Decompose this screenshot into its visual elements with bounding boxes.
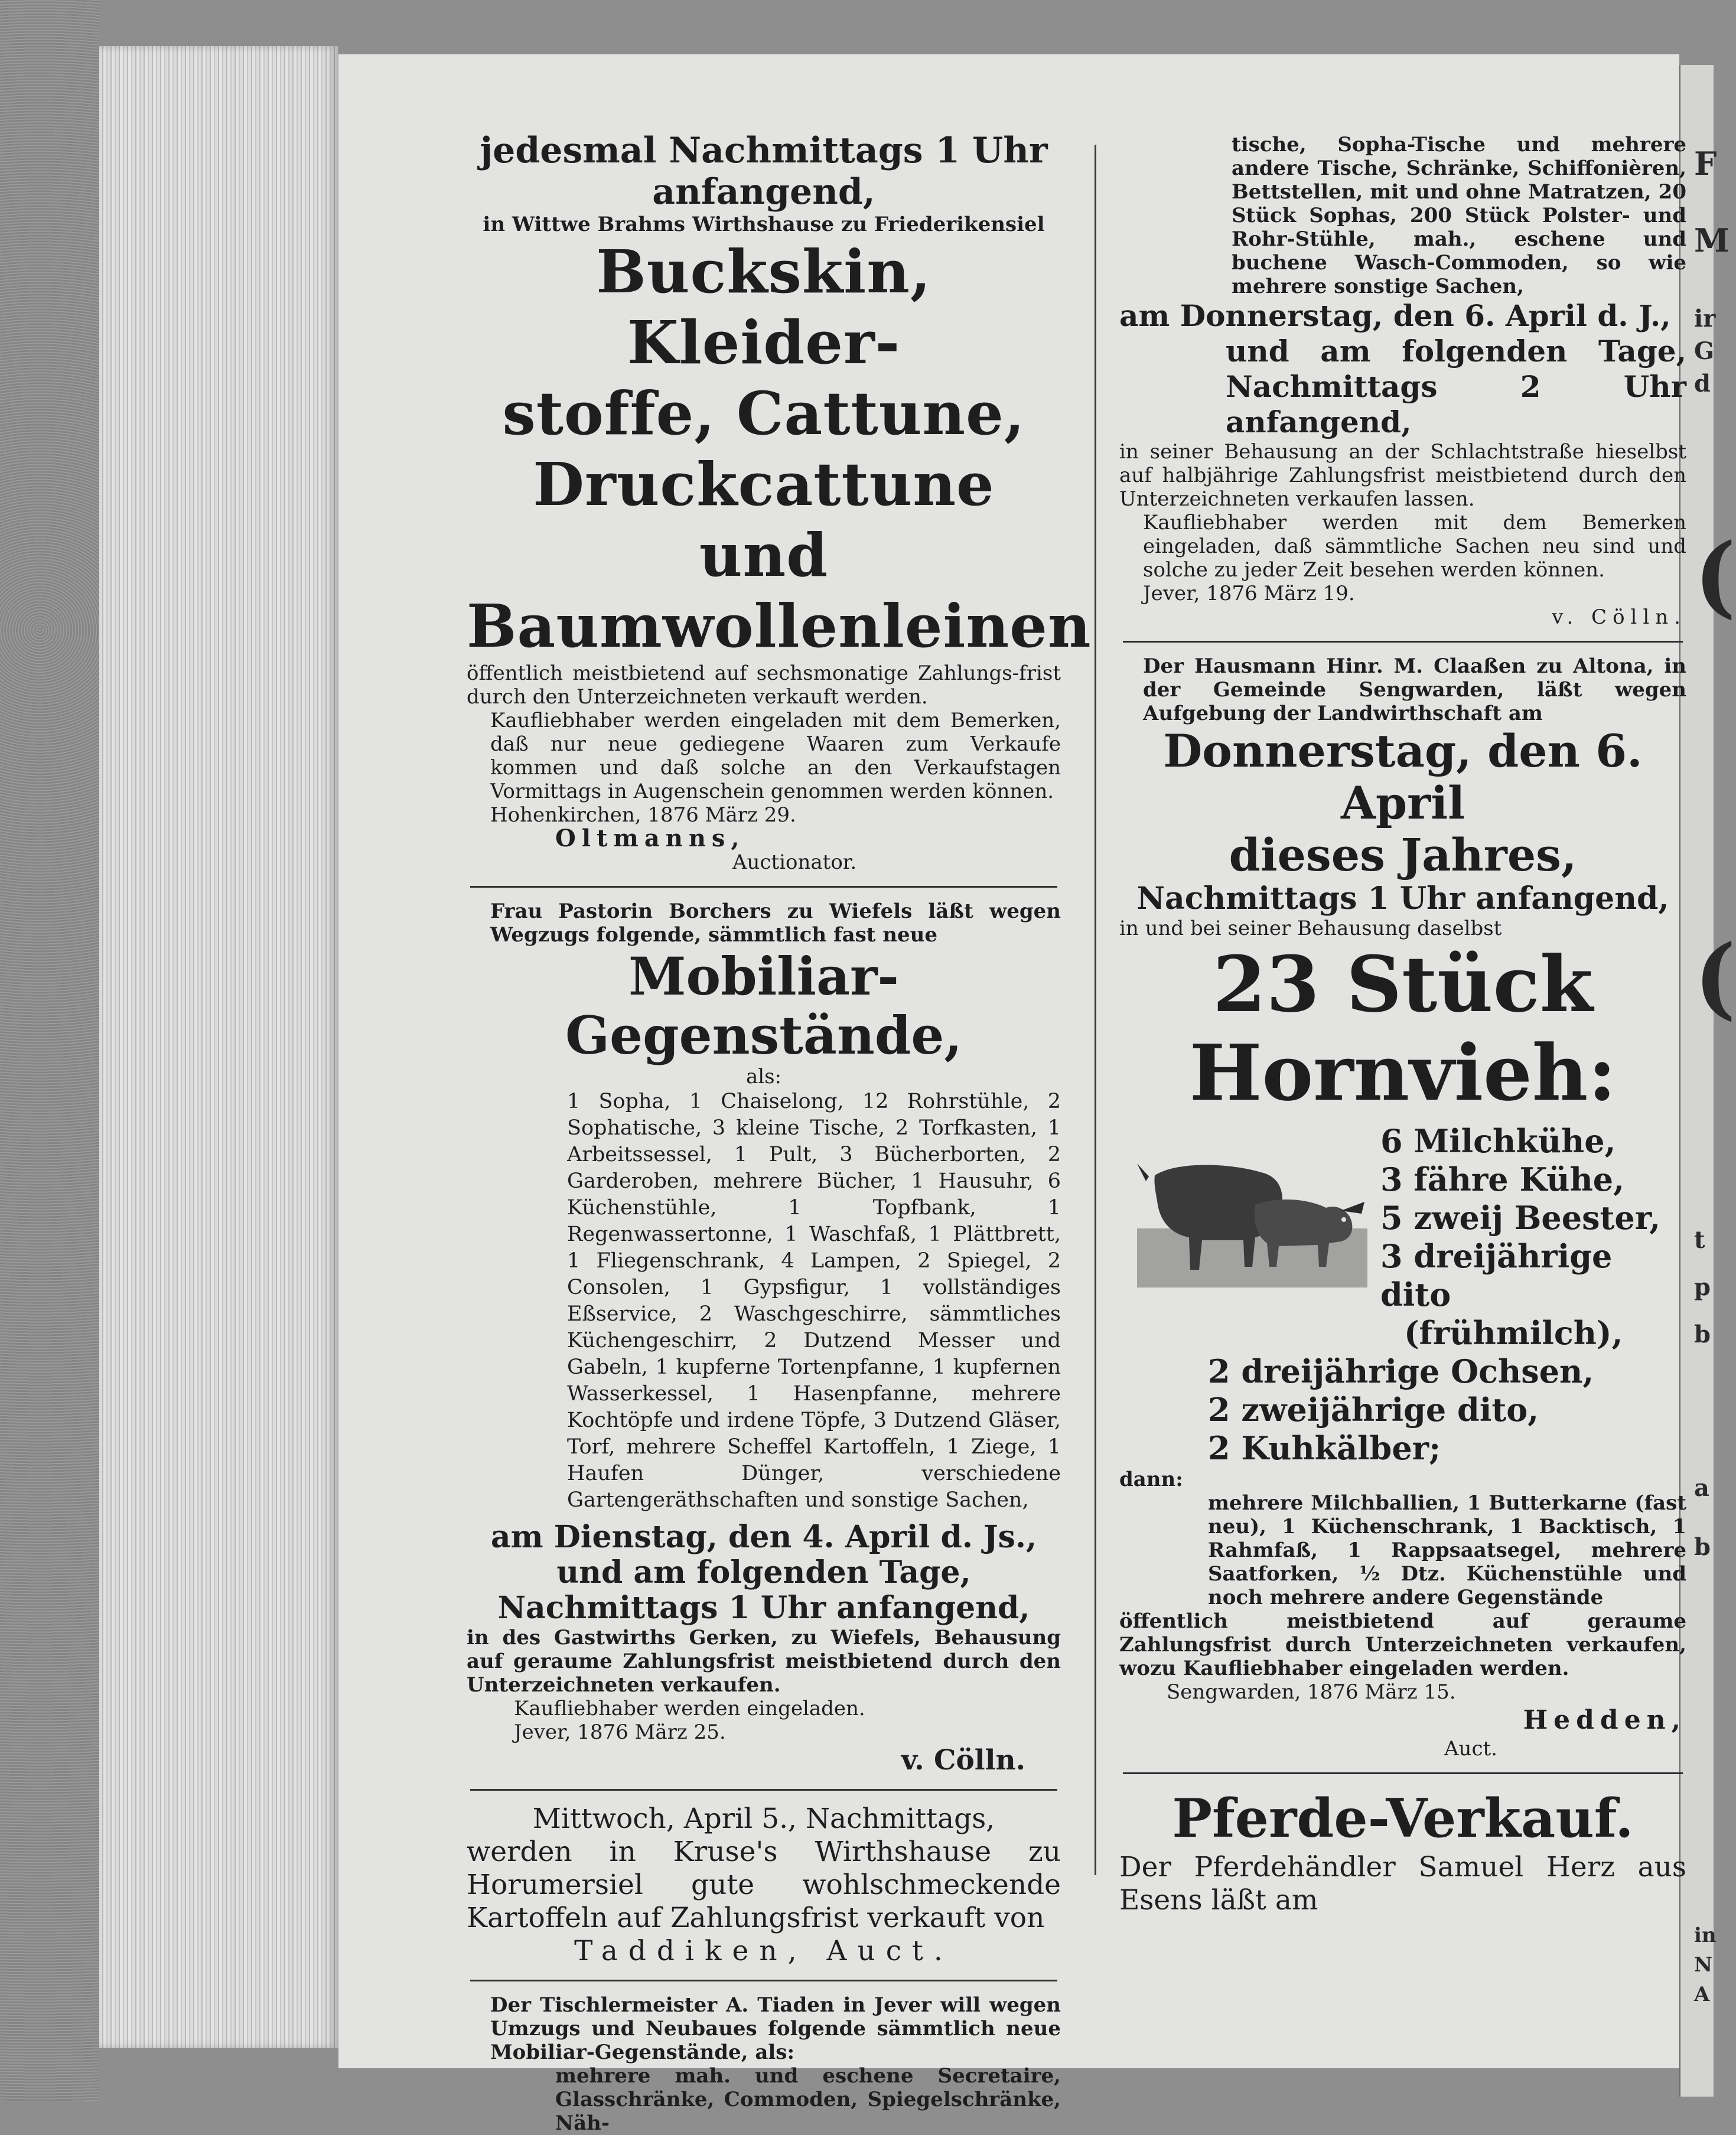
ad-mobiliar-borchers bbox=[467, 899, 1061, 1777]
cattle-item: 2 dreijährige Ochsen, bbox=[1208, 1352, 1594, 1390]
ad-signature: Taddiken, Auct. bbox=[574, 1935, 953, 1967]
ad-when: dieses Jahres, bbox=[1229, 829, 1577, 881]
ad-hornvieh bbox=[1119, 654, 1686, 1761]
ad-body: öffentlich meistbietend auf geraume Zahlungsfrist durch Unterzeichneten verkaufen, wozu Kaufliebhaber eingeladen werden. bbox=[1119, 1609, 1686, 1680]
ad-when: Nachmittags 1 Uhr anfangend, bbox=[1136, 881, 1669, 917]
left-column bbox=[467, 130, 1092, 2135]
ad-separator bbox=[470, 1980, 1057, 1981]
ad-items: 1 Sopha, 1 Chaiselong, 12 Rohrstühle, 2 Sophatische, 3 kleine Tische, 2 Torfkasten, 1 Arbeitssessel, 1 Pult, 3 Bücherborten, 2 Garderoben, mehrere Bücher, 1 Hausuhr, 6 Küchenstühle, 1 Topfbank, 1 Regenwassertonne, 1 Waschfaß, 1 Plättbrett, 1 Fliegenschrank, 4 Lampen, 2 Spiegel, 2 Consolen, 1 Gypsfigur, 1 vollständiges Eßservice, 2 Waschgeschirre, sämmtliches Küchengeschirr, 2 Dutzend Messer und Gabeln, 1 kupferne Tortenpfanne, 1 kupfernen Wasserkessel, 1 Hasenpfanne, mehrere Kochtöpfe und irdene Töpfe, 3 Dutzend Gläser, Torf, mehrere Scheffel Kartoffeln, 1 Ziege, 1 Haufen Dünger, verschiedene Gartengeräthschaften und sonstige Sachen, bbox=[567, 1090, 1061, 1512]
ad-separator bbox=[470, 1789, 1057, 1791]
ad-intro: Frau Pastorin Borchers zu Wiefels läßt wegen Wegzugs folgende, sämmtlich fast neue bbox=[490, 899, 1061, 947]
ad-title: Hornvieh: bbox=[1189, 1028, 1617, 1118]
ad-invite: Kaufliebhaber werden eingeladen. bbox=[514, 1697, 865, 1720]
ad-separator bbox=[1123, 641, 1683, 643]
ad-mobiliar-tiaden bbox=[467, 1993, 1061, 2135]
ad-items: mehrere Milchballien, 1 Butterkarne (fast neu), 1 Küchenschrank, 1 Backtisch, 1 Rahmfaß, 1 Rappsaatsegel, mehrere Saatforken, ½ Dtz. Küchenstühle und noch mehrere andere Gegenstände bbox=[1208, 1491, 1686, 1609]
ad-title: Baumwollenleinen bbox=[467, 591, 1092, 661]
ad-body: Der Pferdehändler Samuel Herz aus Esens läßt am bbox=[1119, 1851, 1686, 1916]
facing-fragment: F bbox=[1694, 145, 1717, 182]
ad-body: Kaufliebhaber werden mit dem Bemerken eingeladen, daß sämmtliche Sachen neu sind und solche zu jeder Zeit besehen werden können. bbox=[1143, 511, 1686, 582]
facing-fragment: d bbox=[1694, 370, 1711, 397]
ad-title: stoffe, Cattune, bbox=[502, 379, 1025, 448]
ad-where: in des Gastwirths Gerken, zu Wiefels, Behausung auf geraume Zahlungsfrist meistbietend durch den Unterzeichneten verkaufen. bbox=[467, 1626, 1061, 1697]
ad-als: als: bbox=[745, 1065, 782, 1088]
facing-fragment: b bbox=[1694, 1533, 1711, 1561]
ad-place: in Wittwe Brahms Wirthshause zu Friederikensiel bbox=[483, 213, 1045, 236]
facing-fragment: ir bbox=[1694, 305, 1716, 333]
cattle-item: 3 dreijährige dito bbox=[1380, 1237, 1613, 1313]
ad-pferde bbox=[1119, 1786, 1686, 1917]
cattle-list-continued bbox=[1119, 1352, 1686, 1468]
ad-date: Sengwarden, 1876 März 15. bbox=[1167, 1680, 1456, 1704]
ad-when: und am folgenden Tage, Nachmittags 2 Uhr anfangend, bbox=[1226, 334, 1686, 439]
ad-date: Hohenkirchen, 1876 März 29. bbox=[490, 803, 796, 827]
ad-items: tische, Sopha-Tische und mehrere andere Tische, Schränke, Schiffonièren, Bettstellen, mit und ohne Matratzen, 20 Stück Sophas, 200 Stück Polster- und Rohr-Stühle, mah., eschene und buchene Wasch-Commoden, so wie mehrere sonstige Sachen, bbox=[1232, 133, 1686, 298]
cattle-section bbox=[1119, 1122, 1686, 1352]
facing-fragment: N bbox=[1694, 1953, 1713, 1977]
ad-signature-role: Auctionator. bbox=[732, 850, 857, 874]
ad-signature-role: Auct. bbox=[1444, 1737, 1497, 1761]
cattle-list bbox=[1373, 1122, 1686, 1352]
ad-signature: Oltmanns, bbox=[555, 824, 745, 852]
ad-title: Pferde-Verkauf. bbox=[1172, 1787, 1634, 1850]
ad-when: Donnerstag, den 6. April bbox=[1163, 725, 1643, 829]
ad-title: Mobiliar-Gegenstände, bbox=[565, 946, 962, 1066]
facing-fragment: ( bbox=[1694, 524, 1736, 628]
ad-dann: dann: bbox=[1119, 1468, 1183, 1491]
ad-body: werden in Kruse's Wirthshause zu Horumersiel gute wohlschmeckende Kartoffeln auf Zahlungsfrist verkauft von bbox=[467, 1836, 1061, 1934]
facing-fragment: t bbox=[1694, 1226, 1705, 1254]
cattle-woodcut-image bbox=[1131, 1140, 1373, 1299]
cattle-item: 5 zweij Beester, bbox=[1380, 1199, 1661, 1237]
ad-signature: v. Cölln. bbox=[901, 1744, 1025, 1777]
ad-body: Kaufliebhaber werden eingeladen mit dem Bemerken, daß nur neue gediegene Waaren zum Verkaufe kommen und daß solche an den Verkaufstagen Vormittags in Augenschein genommen werden können. bbox=[490, 709, 1061, 803]
ad-when: am Donnerstag, den 6. April d. J., bbox=[1119, 298, 1671, 333]
ad-items: mehrere mah. und eschene Secretaire, Glasschränke, Commoden, Spiegelschränke, Näh- bbox=[555, 2064, 1061, 2135]
facing-fragment: M bbox=[1694, 221, 1730, 259]
column-divider bbox=[1095, 145, 1096, 1875]
right-column bbox=[1119, 133, 1686, 1917]
page-edge-left bbox=[0, 0, 99, 2101]
ad-signature: Hedden, bbox=[1523, 1705, 1686, 1735]
ad-where: in und bei seiner Behausung daselbst bbox=[1119, 917, 1502, 940]
facing-fragment: b bbox=[1694, 1321, 1711, 1348]
cattle-item: 2 Kuhkälber; bbox=[1208, 1429, 1441, 1467]
facing-fragment: ( bbox=[1694, 925, 1736, 1029]
book-page-stack bbox=[99, 46, 338, 2048]
cattle-item: 2 zweijährige dito, bbox=[1208, 1391, 1539, 1429]
ad-separator bbox=[470, 886, 1057, 888]
facing-fragment: in bbox=[1694, 1924, 1717, 1947]
ad-when: und am folgenden Tage, bbox=[556, 1554, 971, 1590]
ad-when: Nachmittags 1 Uhr anfangend, bbox=[497, 1590, 1030, 1626]
ad-heading: anfangend, bbox=[652, 171, 875, 213]
ad-signature: v. Cölln. bbox=[1552, 605, 1686, 629]
ad-kartoffeln bbox=[467, 1802, 1061, 1968]
ad-mobiliar-cont bbox=[1119, 133, 1686, 629]
ad-title: Buckskin, Kleider- bbox=[596, 237, 931, 377]
ad-intro: Der Hausmann Hinr. M. Claaßen zu Altona, in der Gemeinde Sengwarden, läßt wegen Aufgebung der Landwirthschaft am bbox=[1143, 654, 1686, 725]
ad-heading: Mittwoch, April 5., Nachmittags, bbox=[532, 1802, 995, 1835]
cattle-item: 6 Milchkühe, bbox=[1380, 1122, 1616, 1160]
ad-body: öffentlich meistbietend auf sechsmonatige Zahlungs-frist durch den Unterzeichneten verkauft werden. bbox=[467, 661, 1061, 709]
facing-fragment: p bbox=[1694, 1273, 1711, 1301]
ad-date: Jever, 1876 März 25. bbox=[514, 1720, 726, 1744]
ad-date: Jever, 1876 März 19. bbox=[1143, 582, 1355, 605]
facing-fragment: a bbox=[1694, 1474, 1709, 1502]
facing-fragment: A bbox=[1694, 1983, 1710, 2006]
ad-when: am Dienstag, den 4. April d. Js., bbox=[490, 1519, 1037, 1555]
ad-body: Der Tischlermeister A. Tiaden in Jever will wegen Umzugs und Neubaues folgende sämmtlich neue Mobiliar-Gegenstände, als: bbox=[490, 1993, 1061, 2064]
ad-body: in seiner Behausung an der Schlachtstraße hieselbst auf halbjährige Zahlungsfrist meistbietend durch den Unterzeichneten verkaufen lassen. bbox=[1119, 440, 1686, 511]
ad-heading: jedesmal Nachmittags 1 Uhr bbox=[480, 130, 1048, 171]
cattle-item: (frühmilch), bbox=[1404, 1314, 1623, 1352]
ad-title: Druckcattune und bbox=[533, 449, 995, 590]
ad-buckskin bbox=[467, 130, 1092, 874]
cattle-item: 3 fähre Kühe, bbox=[1380, 1161, 1624, 1198]
ad-count: 23 Stück bbox=[1213, 939, 1593, 1029]
ad-separator bbox=[1123, 1772, 1683, 1774]
facing-fragment: G bbox=[1694, 337, 1715, 365]
